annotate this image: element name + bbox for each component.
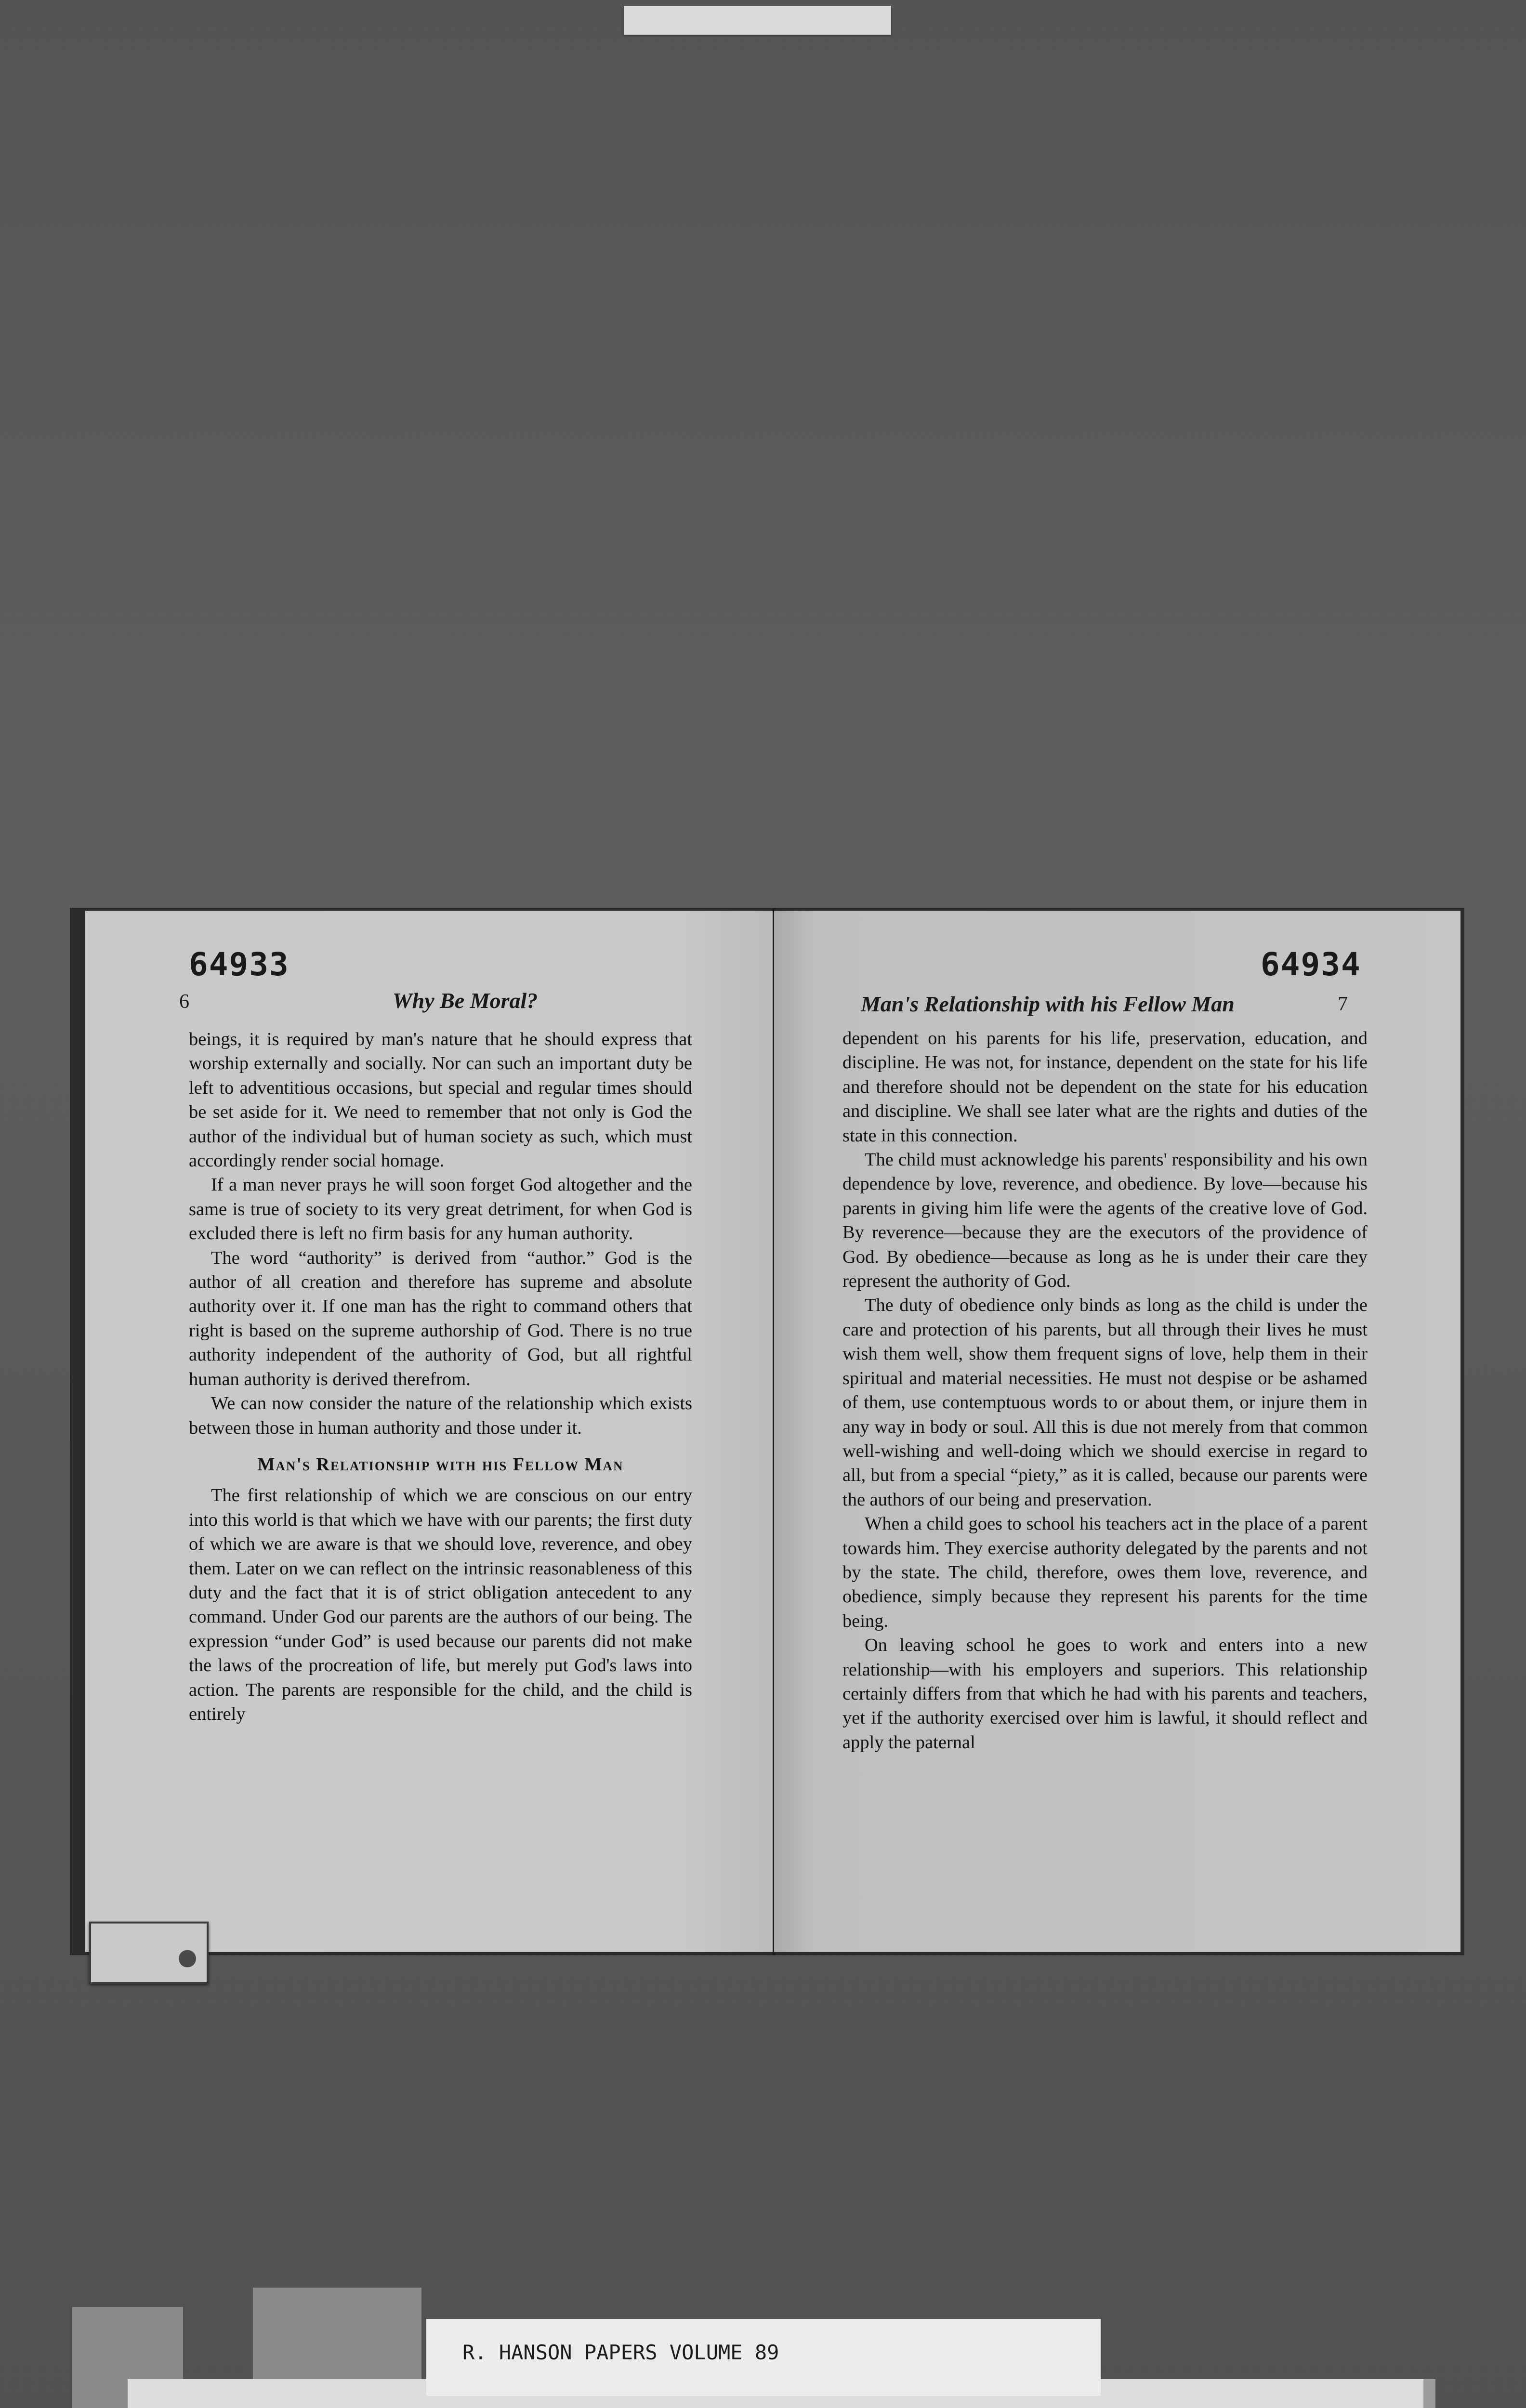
top-paper-tab [624, 6, 891, 35]
left-paragraph: The word “authority” is derived from “author.” God is the author of all creation and therefore has supreme and absolute authority over it. If one man has the right to command others that right is based on the supreme authorship of God. There is no true authority independent of the authority of God, but all rightful human authority is derived therefrom. [189, 1247, 692, 1389]
left-paragraph: beings, it is required by man's nature that he should express that worship externally and socially. Nor can such an important duty be left to adventitious occasions, but special and regular times should be set aside for it. We need to remember that not only is God the author of the individual but of human society as such, which must accordingly render social homage. [189, 1029, 692, 1171]
volume-label-text: R. HANSON PAPERS VOLUME 89 [462, 2341, 779, 2364]
right-paragraph: The duty of obedience only binds as long as the child is under the care and protection of his parents, but all through their lives he must wish them well, show them frequent signs of love, help them in their spiritual and material necessities. He must not despise or be ashamed of them, use contemptuous words to or about them, or injure them in any way in body or soul. All this is due not merely from that common well-wishing and well-doing which we should exercise in regard to all, but from a special “piety,” as it is called, because our parents were the authors of our being and preservation. [842, 1295, 1368, 1510]
binder-clip [89, 1922, 209, 1984]
left-page [85, 911, 787, 1952]
clip-rivet [179, 1950, 196, 1967]
left-running-head: Why Be Moral? [392, 988, 538, 1013]
right-page-number: 7 [1338, 993, 1348, 1015]
right-paragraph: The child must acknowledge his parents' responsibility and his own dependence by love, reverence, and obedience. By love—because his parents in giving him life were the agents of the creative love of God. By reverence—because they are the executors of the providence of God. By obedience—because as long as he is under their care they represent the authority of God. [842, 1150, 1368, 1292]
right-text-column [842, 1026, 1368, 1754]
left-paragraph: We can now consider the nature of the relationship which exists between those in human authority and those under it. [189, 1393, 692, 1438]
tape-strip-top [253, 2288, 421, 2379]
right-paragraph: dependent on his parents for his life, preservation, education, and discipline. He was not, for instance, dependent on the state for his life and therefore should not be dependent on the state for his education and discipline. We shall see later what are the rights and duties of the state in this connection. [842, 1028, 1368, 1146]
right-paragraph: When a child goes to school his teachers act in the place of a parent towards him. They exercise authority delegated by the parents and not by the state. The child, therefore, owes them love, reverence, and obedience, simply because they represent his parents for the time being. [842, 1514, 1368, 1631]
open-booklet [70, 908, 1464, 1955]
left-paragraph: If a man never prays he will soon forget God altogether and the same is true of society to its very great detriment, for when God is excluded there is left no firm basis for any human authority. [189, 1175, 692, 1244]
right-running-head: Man's Relationship with his Fellow Man [861, 992, 1235, 1016]
left-page-stamp-number: 64933 [189, 946, 289, 983]
right-page [774, 911, 1460, 1952]
left-paragraph: The first relationship of which we are conscious on our entry into this world is that which we have with our parents; the first duty of which we are aware is that we should love, reverence, and obey them. Later on we can reflect on the intrinsic reasonableness of this duty and the fact that it is of strict obligation antecedent to any command. Under God our parents are the authors of our being. The expression “under God” is used because our parents did not make the laws of the procreation of life, but merely put God's laws into action. The parents are responsible for the child, and the child is entirely [189, 1485, 692, 1724]
left-page-number: 6 [179, 991, 189, 1013]
left-text-column [189, 1027, 692, 1726]
right-paragraph: On leaving school he goes to work and enters into a new relationship—with his employers and superiors. This relationship certainly differs from that which he had with his parents and teachers, yet if the authority exercised over him is lawful, it should reflect and apply the paternal [842, 1635, 1368, 1753]
section-heading: Man's Relationship with his Fellow Man [257, 1454, 624, 1475]
right-page-stamp-number: 64934 [1261, 946, 1361, 983]
